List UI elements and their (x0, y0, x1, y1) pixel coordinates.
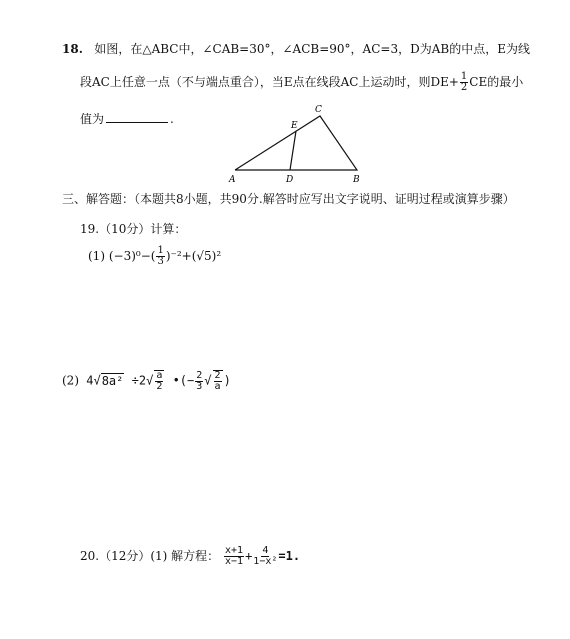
q18-line3 (80, 110, 174, 127)
q19-part1-expr-b: )⁻²+(√5)² (165, 249, 222, 263)
q18-frac-num: 1 (460, 71, 468, 82)
q18-line2 (80, 72, 523, 93)
q19-part1-label: (1) (88, 249, 105, 263)
q19-p2-close: ) (223, 373, 231, 388)
q20-plus: + (245, 549, 253, 563)
q19-p2-r2-den: 2 (156, 381, 163, 392)
q19-p2-f-num: 2 (196, 369, 203, 381)
q19-p2-times: •(− (172, 373, 195, 388)
q19-part1 (88, 246, 221, 267)
segment-DE (290, 131, 296, 170)
q18-text-line1: 如图，在△ABC中，∠CAB=30°，∠ACB=90°，AC=3，D为AB的中点，E为线 (94, 42, 530, 56)
q19-p1-frac-num: 1 (157, 245, 164, 256)
q19-p2-r2-num: a (156, 370, 163, 381)
q18-text-line2b: CE的最小 (469, 75, 524, 89)
triangle-figure (225, 102, 365, 184)
q19-p2-fraction (195, 371, 203, 392)
section3-heading: 三、解答题：（本题共8小题，共90分.解答时应写出文字说明、证明过程或演算步骤） (62, 192, 515, 206)
q20-f1-den: x−1 (225, 556, 244, 567)
label-C: C (315, 105, 322, 115)
q19-p2-f-den: 3 (196, 380, 203, 392)
label-A: A (229, 175, 236, 184)
q19-p2-r3-num: 2 (214, 370, 221, 381)
q20-fraction1 (224, 546, 244, 567)
q18-period: . (170, 112, 174, 126)
label-D: D (286, 175, 294, 184)
q20-line (80, 546, 300, 567)
q20-fraction2 (253, 546, 277, 567)
answer-blank (106, 112, 168, 123)
q19-p2-div: ÷2 (131, 373, 147, 388)
q20-f1-num: x+1 (225, 545, 244, 556)
q18-text-line3: 值为 (80, 112, 105, 126)
q19-part2: (2) 4√8a² ÷2√ $\frac{a}{2}$ •(− $\frac{2}{3}$ √ $\frac{2}{a}$ ) (62, 369, 231, 392)
q19-p2-radicand1: 8a² (101, 373, 124, 388)
q20-f2-num: 4 (262, 545, 269, 556)
q19-p2-coef: 4 (86, 373, 94, 388)
q19-part1-fraction (156, 246, 164, 267)
label-B: B (353, 175, 360, 184)
q18-number: 18. (62, 42, 83, 56)
q19-p2-radicand2 (154, 370, 164, 392)
q19-part1-expr-a: (−3)⁰−( (108, 249, 156, 263)
q18-fraction (460, 72, 468, 93)
q19-p1-frac-den: 3 (157, 256, 164, 267)
q18-text-line2a: 段AC上任意一点（不与端点重合），当E点在线段AC上运动时，则DE+ (80, 75, 459, 89)
q19-part2-label: (2) (62, 373, 79, 388)
label-E: E (291, 121, 298, 131)
q20-f2-den: 1−x² (253, 556, 278, 567)
q18-line1 (62, 40, 530, 57)
q20-header: 20.（12分）(1) 解方程： (80, 549, 220, 563)
q18-frac-den: 2 (460, 82, 468, 93)
q19-header: 19.（10分）计算： (80, 222, 187, 236)
q19-p2-radicand3 (213, 370, 223, 392)
q19-p2-r3-den: a (214, 381, 221, 392)
q20-rhs: =1. (278, 549, 301, 563)
